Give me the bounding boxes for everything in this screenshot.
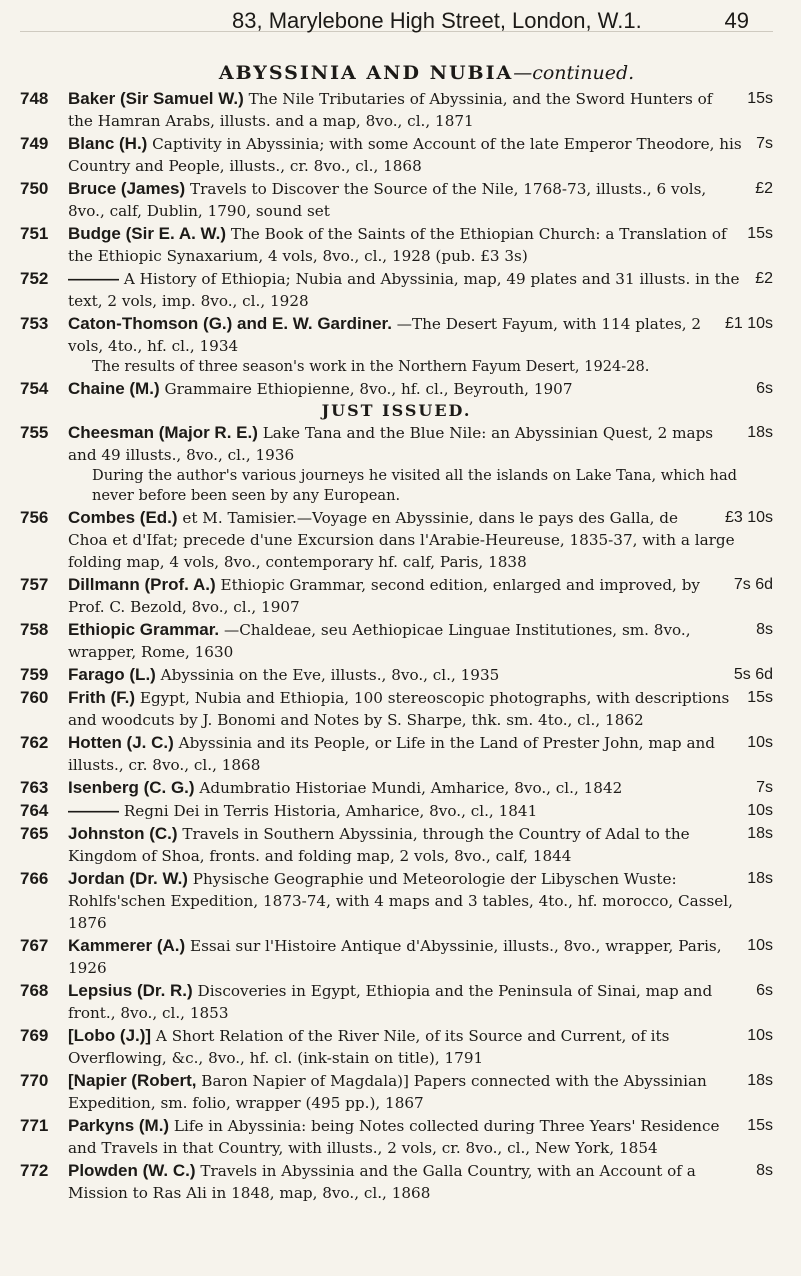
- entry-body: [68, 823, 773, 867]
- entry-author: Cheesman (Major R. E.): [68, 423, 258, 442]
- catalogue-entry: [20, 507, 773, 573]
- lot-number: 748: [20, 89, 49, 108]
- entry-description: Discoveries in Egypt, Ethiopia and the Peninsula of Sinai, map and front., 8vo., cl., 1853: [68, 982, 713, 1022]
- lot-number: 769: [20, 1026, 49, 1045]
- entry-price: 8s: [756, 1162, 773, 1179]
- entry-body: [68, 378, 773, 400]
- entry-description: Life in Abyssinia: being Notes collected during Three Years' Residence and Travels in that Country, with illusts., 2 vols, cr. 8vo., cl., New York, 1854: [68, 1117, 720, 1157]
- lot-number: 750: [20, 179, 49, 198]
- entry-author: Ethiopic Grammar.: [68, 620, 220, 639]
- entry-description: Abyssinia on the Eve, illusts., 8vo., cl., 1935: [160, 666, 500, 684]
- entry-body: [68, 619, 773, 663]
- catalogue-entry: [20, 732, 773, 776]
- lot-number: 760: [20, 688, 49, 707]
- entry-description: Essai sur l'Histoire Antique d'Abyssinie, illusts., 8vo., wrapper, Paris, 1926: [68, 937, 722, 977]
- entry-description: A Short Relation of the River Nile, of its Source and Current, of its Overflowing, &c., 8vo., hf. cl. (ink-stain on title), 1791: [68, 1027, 670, 1067]
- catalogue-entry: [20, 1115, 773, 1159]
- entry-description: Captivity in Abyssinia; with some Account of the late Emperor Theodore, his Country and People, illusts., cr. 8vo., cl., 1868: [68, 135, 742, 175]
- lot-number: 770: [20, 1071, 49, 1090]
- catalogue-entry: [20, 378, 773, 400]
- lot-number: 766: [20, 869, 49, 888]
- entry-body: [68, 574, 773, 618]
- entry-description: Travels in Southern Abyssinia, through the Country of Adal to the Kingdom of Shoa, fronts. and folding map, 2 vols, 8vo., calf, 1844: [68, 825, 690, 865]
- entry-price: 10s: [747, 1027, 773, 1044]
- lot-number: 751: [20, 224, 49, 243]
- entry-price: 18s: [747, 424, 773, 441]
- entry-description: A History of Ethiopia; Nubia and Abyssinia, map, 49 plates and 31 illusts. in the text, 2 vols, imp. 8vo., cl., 1928: [68, 270, 740, 310]
- entry-author: Bruce (James): [68, 179, 186, 198]
- catalogue-entry: [20, 268, 773, 312]
- catalogue-entry: [20, 422, 773, 506]
- entry-author: Chaine (M.): [68, 379, 160, 398]
- entry-description: Adumbratio Historiae Mundi, Amharice, 8vo., cl., 1842: [199, 779, 623, 797]
- lot-number: 758: [20, 620, 49, 639]
- entry-price: 6s: [756, 380, 773, 397]
- catalogue-entry: [20, 868, 773, 934]
- entry-price: 10s: [747, 937, 773, 954]
- entry-body: [68, 133, 773, 177]
- catalogue-entry: [20, 823, 773, 867]
- section-title: [80, 62, 773, 84]
- catalogue-entry: [20, 133, 773, 177]
- entry-author: ———: [68, 801, 119, 820]
- entry-author: [Lobo (J.)]: [68, 1026, 152, 1045]
- entry-author: ———: [68, 269, 119, 288]
- entry-price: 15s: [747, 689, 773, 706]
- entry-body: [68, 800, 773, 822]
- lot-number: 759: [20, 665, 49, 684]
- entry-price: 7s: [756, 135, 773, 152]
- entry-note: During the author's various journeys he visited all the islands on Lake Tana, which had never before been seen by any European.: [92, 467, 737, 504]
- entry-description: —The Desert Fayum, with 114 plates, 2 vols, 4to., hf. cl., 1934: [68, 315, 702, 355]
- catalogue-entry: [20, 619, 773, 663]
- entry-description: Lake Tana and the Blue Nile: an Abyssinian Quest, 2 maps and 49 illusts., 8vo., cl., 1936: [68, 424, 714, 464]
- entry-description: The Book of the Saints of the Ethiopian Church: a Translation of the Ethiopic Synaxarium, 4 vols, 8vo., cl., 1928 (pub. £3 3s): [68, 225, 727, 265]
- catalogue-entry: [20, 664, 773, 686]
- entry-body: [68, 268, 773, 312]
- entry-price: £1 10s: [724, 315, 773, 332]
- catalogue-entry: [20, 1160, 773, 1204]
- entry-description: et M. Tamisier.—Voyage en Abyssinie, dans le pays des Galla, de Choa et d'Ifat; precede d'une Excursion dans l'Arabie-Heureuse, 1835-37, with a large folding map, 4 vols, 8vo., contemporary hf. calf, Paris, 1838: [68, 509, 735, 571]
- entry-author: Kammerer (A.): [68, 936, 186, 955]
- lot-number: 763: [20, 778, 49, 797]
- entry-price: 7s 6d: [733, 576, 773, 593]
- entry-description: Physische Geographie und Meteorologie der Libyschen Wuste: Rohlfs'schen Expedition, 1873-74, with 4 maps and 3 tables, 4to., hf. morocco, Cassel, 1876: [68, 870, 733, 932]
- lot-number: 754: [20, 379, 49, 398]
- entry-price: 6s: [756, 982, 773, 999]
- entry-body: [68, 88, 773, 132]
- entry-author: Parkyns (M.): [68, 1116, 170, 1135]
- catalogue-entry: [20, 313, 773, 377]
- address: 83, Marylebone High Street, London, W.1.: [232, 8, 642, 33]
- lot-number: 752: [20, 269, 49, 288]
- entry-body: [68, 223, 773, 267]
- entry-price: 15s: [747, 225, 773, 242]
- catalogue-entry: [20, 88, 773, 132]
- entry-price: 18s: [747, 1072, 773, 1089]
- lot-number: 755: [20, 423, 49, 442]
- entry-author: Blanc (H.): [68, 134, 148, 153]
- entry-body: [68, 1025, 773, 1069]
- catalogue-entry: [20, 980, 773, 1024]
- entry-price: 7s: [756, 779, 773, 796]
- entry-author: Farago (L.): [68, 665, 156, 684]
- entry-author: Baker (Sir Samuel W.): [68, 89, 244, 108]
- entry-description: Egypt, Nubia and Ethiopia, 100 stereoscopic photographs, with descriptions and woodcuts by J. Bonomi and Notes by S. Sharpe, thk. sm. 4to., cl., 1862: [68, 689, 730, 729]
- entry-author: Hotten (J. C.): [68, 733, 174, 752]
- entry-description: Baron Napier of Magdala)] Papers connected with the Abyssinian Expedition, sm. folio, wrapper (495 pp.), 1867: [68, 1072, 707, 1112]
- catalogue-entry: [20, 1070, 773, 1114]
- entry-body: [68, 1070, 773, 1114]
- lot-number: 772: [20, 1161, 49, 1180]
- entry-author: Plowden (W. C.): [68, 1161, 196, 1180]
- entry-author: Frith (F.): [68, 688, 136, 707]
- entry-author: Dillmann (Prof. A.): [68, 575, 216, 594]
- entry-author: Combes (Ed.): [68, 508, 178, 527]
- entry-price: 15s: [747, 1117, 773, 1134]
- entry-body: [68, 868, 773, 934]
- page-number: 49: [724, 8, 749, 33]
- entry-body: [68, 1115, 773, 1159]
- entry-body: [68, 687, 773, 731]
- entry-description: Regni Dei in Terris Historia, Amharice, 8vo., cl., 1841: [123, 802, 538, 820]
- entry-author: [Napier (Robert,: [68, 1071, 197, 1090]
- entry-price: 10s: [747, 734, 773, 751]
- lot-number: 771: [20, 1116, 49, 1135]
- catalogue-entry: [20, 777, 773, 799]
- entry-body: [68, 777, 773, 799]
- entry-body: [68, 980, 773, 1024]
- entry-author: Caton-Thomson (G.) and E. W. Gardiner.: [68, 314, 392, 333]
- entry-price: 5s 6d: [733, 666, 773, 683]
- entry-price: 18s: [747, 870, 773, 887]
- lot-number: 768: [20, 981, 49, 1000]
- lot-number: 765: [20, 824, 49, 843]
- running-head: [20, 0, 773, 32]
- entry-price: 8s: [756, 621, 773, 638]
- entry-price: £2: [755, 270, 773, 287]
- entry-description: —Chaldeae, seu Aethiopicae Linguae Institutiones, sm. 8vo., wrapper, Rome, 1630: [68, 621, 691, 661]
- entry-price: £2: [755, 180, 773, 197]
- entry-body: [68, 313, 773, 377]
- entry-price: 10s: [747, 802, 773, 819]
- entry-body: [68, 664, 773, 686]
- lot-number: 757: [20, 575, 49, 594]
- catalogue-entry: [20, 178, 773, 222]
- entry-author: Jordan (Dr. W.): [68, 869, 188, 888]
- entry-price: £3 10s: [724, 509, 773, 526]
- lot-number: 764: [20, 801, 49, 820]
- catalogue-entry: [20, 1025, 773, 1069]
- lot-number: 767: [20, 936, 49, 955]
- catalogue-entry: [20, 800, 773, 822]
- entry-description: Abyssinia and its People, or Life in the Land of Prester John, map and illusts., cr. 8vo., cl., 1868: [68, 734, 715, 774]
- entry-description: Travels to Discover the Source of the Nile, 1768-73, illusts., 6 vols, 8vo., calf, Dublin, 1790, sound set: [68, 180, 707, 220]
- entry-description: Ethiopic Grammar, second edition, enlarged and improved, by Prof. C. Bezold, 8vo., cl., 1907: [68, 576, 701, 616]
- lot-number: 762: [20, 733, 49, 752]
- entry-body: [68, 507, 773, 573]
- entry-author: Johnston (C.): [68, 824, 178, 843]
- subheading: JUST ISSUED.: [321, 401, 472, 420]
- entry-price: 18s: [747, 825, 773, 842]
- catalogue-entry: [20, 574, 773, 618]
- catalogue-entry: [20, 687, 773, 731]
- entry-author: Lepsius (Dr. R.): [68, 981, 193, 1000]
- entry-list: [20, 88, 773, 1204]
- entry-note: The results of three season's work in the Northern Fayum Desert, 1924-28.: [92, 358, 650, 375]
- catalogue-entry: [20, 223, 773, 267]
- entry-description: The Nile Tributaries of Abyssinia, and the Sword Hunters of the Hamran Arabs, illusts. and a map, 8vo., cl., 1871: [68, 90, 713, 130]
- entry-price: 15s: [747, 90, 773, 107]
- entry-author: Isenberg (C. G.): [68, 778, 195, 797]
- entry-body: [68, 1160, 773, 1204]
- section-continued: —continued.: [513, 62, 635, 84]
- entry-body: [68, 178, 773, 222]
- entry-body: [68, 732, 773, 776]
- entry-description: Grammaire Ethiopienne, 8vo., hf. cl., Beyrouth, 1907: [164, 380, 573, 398]
- lot-number: 749: [20, 134, 49, 153]
- section-title-text: ABYSSINIA AND NUBIA: [218, 62, 514, 84]
- entry-description: Travels in Abyssinia and the Galla Country, with an Account of a Mission to Ras Ali in 1848, map, 8vo., cl., 1868: [68, 1162, 696, 1202]
- entry-body: [68, 422, 773, 506]
- catalogue-entry: [20, 935, 773, 979]
- lot-number: 756: [20, 508, 49, 527]
- entry-body: [68, 935, 773, 979]
- entry-author: Budge (Sir E. A. W.): [68, 224, 227, 243]
- lot-number: 753: [20, 314, 49, 333]
